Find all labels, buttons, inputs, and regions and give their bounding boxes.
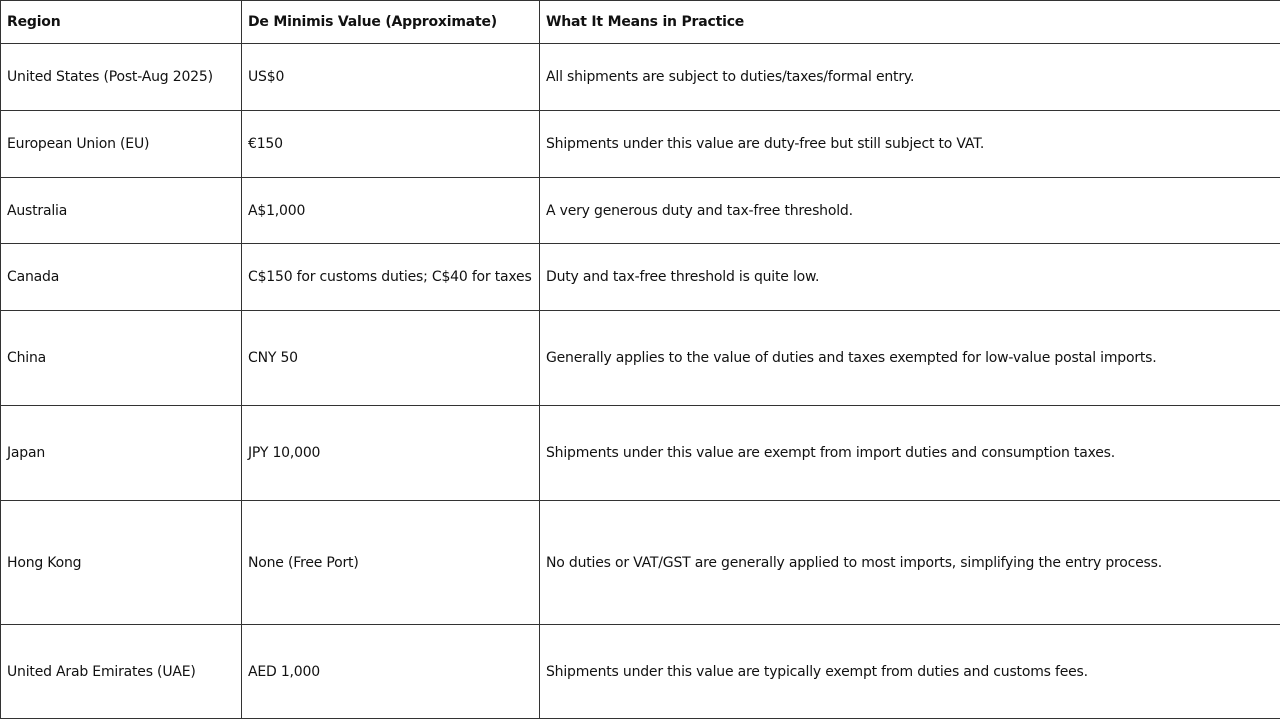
cell-meaning: Shipments under this value are typically exempt from duties and customs fees. (540, 625, 1280, 719)
cell-value: C$150 for customs duties; C$40 for taxes (242, 244, 540, 311)
cell-value: A$1,000 (242, 178, 540, 244)
table-header-row (1, 1, 1280, 44)
cell-region: Australia (1, 178, 242, 244)
cell-region: United Arab Emirates (UAE) (1, 625, 242, 719)
table-row (1, 244, 1280, 311)
table-row (1, 311, 1280, 406)
table-row (1, 44, 1280, 111)
cell-region: Hong Kong (1, 501, 242, 625)
header-de-minimis-value: De Minimis Value (Approximate) (242, 1, 540, 44)
cell-region: Japan (1, 406, 242, 501)
cell-region: China (1, 311, 242, 406)
cell-value: AED 1,000 (242, 625, 540, 719)
cell-meaning: Generally applies to the value of duties and taxes exempted for low-value postal imports. (540, 311, 1280, 406)
header-meaning: What It Means in Practice (540, 1, 1280, 44)
cell-region: Canada (1, 244, 242, 311)
table-row (1, 178, 1280, 244)
cell-value: US$0 (242, 44, 540, 111)
cell-meaning: No duties or VAT/GST are generally applied to most imports, simplifying the entry process. (540, 501, 1280, 625)
cell-meaning: A very generous duty and tax-free threshold. (540, 178, 1280, 244)
cell-meaning: Shipments under this value are exempt from import duties and consumption taxes. (540, 406, 1280, 501)
cell-region: European Union (EU) (1, 111, 242, 178)
cell-meaning: All shipments are subject to duties/taxes/formal entry. (540, 44, 1280, 111)
table-row (1, 111, 1280, 178)
cell-value: JPY 10,000 (242, 406, 540, 501)
header-region: Region (1, 1, 242, 44)
cell-region: United States (Post-Aug 2025) (1, 44, 242, 111)
cell-value: None (Free Port) (242, 501, 540, 625)
table-row (1, 625, 1280, 719)
cell-meaning: Duty and tax-free threshold is quite low. (540, 244, 1280, 311)
cell-value: €150 (242, 111, 540, 178)
cell-meaning: Shipments under this value are duty-free but still subject to VAT. (540, 111, 1280, 178)
table-row (1, 501, 1280, 625)
cell-value: CNY 50 (242, 311, 540, 406)
table-row (1, 406, 1280, 501)
